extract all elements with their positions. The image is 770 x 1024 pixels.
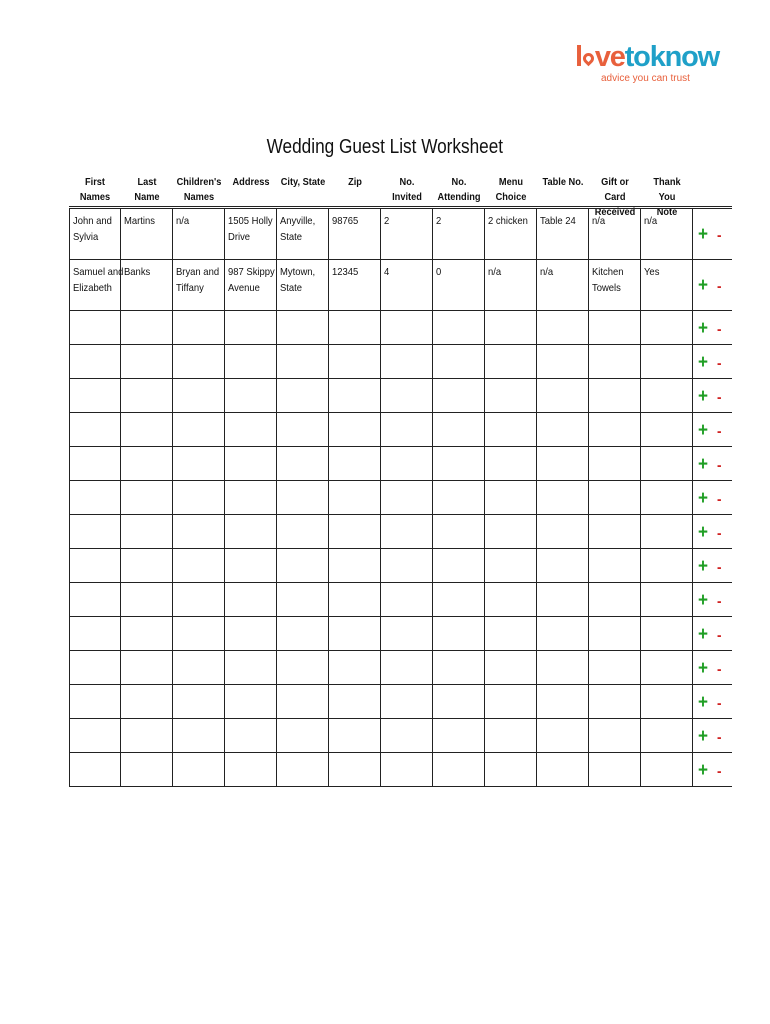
logo-tagline: advice you can trust bbox=[601, 73, 690, 84]
table-cell[interactable] bbox=[173, 549, 225, 582]
table-cell[interactable] bbox=[381, 583, 433, 616]
table-cell[interactable] bbox=[329, 413, 381, 446]
table-cell[interactable] bbox=[121, 719, 173, 752]
table-cell[interactable] bbox=[485, 311, 537, 344]
table-cell[interactable] bbox=[69, 311, 121, 344]
table-row bbox=[69, 617, 732, 651]
table-row bbox=[69, 515, 732, 549]
table-row bbox=[69, 260, 732, 311]
table-cell[interactable]: 0 bbox=[433, 260, 485, 310]
table-cell[interactable] bbox=[121, 413, 173, 446]
table-cell[interactable]: Yes bbox=[641, 260, 693, 310]
row-controls bbox=[693, 447, 732, 480]
table-cell[interactable] bbox=[69, 617, 121, 650]
table-cell[interactable] bbox=[589, 379, 641, 412]
table-cell[interactable] bbox=[121, 447, 173, 480]
table-cell[interactable]: n/a bbox=[173, 209, 225, 259]
table-cell[interactable] bbox=[381, 311, 433, 344]
table-cell[interactable] bbox=[329, 311, 381, 344]
logo-letter-l: l bbox=[575, 41, 582, 73]
table-cell[interactable] bbox=[225, 413, 277, 446]
guest-table bbox=[69, 206, 732, 787]
table-cell[interactable] bbox=[589, 345, 641, 378]
add-row-button[interactable]: + bbox=[698, 275, 708, 296]
table-cell[interactable] bbox=[589, 447, 641, 480]
row-controls bbox=[693, 481, 732, 514]
table-cell[interactable] bbox=[433, 549, 485, 582]
table-cell[interactable] bbox=[173, 447, 225, 480]
table-cell[interactable] bbox=[381, 413, 433, 446]
table-cell[interactable] bbox=[589, 651, 641, 684]
table-cell[interactable] bbox=[485, 651, 537, 684]
table-cell[interactable]: John and Sylvia bbox=[69, 209, 121, 259]
column-header: Last Name bbox=[134, 176, 160, 203]
table-cell[interactable] bbox=[173, 481, 225, 514]
table-cell[interactable] bbox=[173, 583, 225, 616]
table-cell[interactable] bbox=[537, 617, 589, 650]
add-row-button[interactable]: + bbox=[698, 419, 708, 441]
table-cell[interactable] bbox=[329, 549, 381, 582]
table-cell[interactable] bbox=[641, 685, 693, 718]
table-cell[interactable] bbox=[589, 753, 641, 786]
table-cell[interactable] bbox=[381, 481, 433, 514]
table-cell[interactable] bbox=[537, 447, 589, 480]
table-cell[interactable]: Anyville, State bbox=[277, 209, 329, 259]
table-cell[interactable] bbox=[641, 413, 693, 446]
table-cell[interactable]: 4 bbox=[381, 260, 433, 310]
table-cell[interactable]: 987 Skippy Avenue bbox=[225, 260, 277, 310]
table-cell[interactable]: n/a bbox=[537, 260, 589, 310]
table-row bbox=[69, 549, 732, 583]
remove-row-button[interactable]: - bbox=[717, 592, 722, 610]
table-cell[interactable] bbox=[173, 685, 225, 718]
table-cell[interactable] bbox=[277, 379, 329, 412]
table-row bbox=[69, 311, 732, 345]
column-header: No. Invited bbox=[392, 176, 422, 203]
table-cell[interactable] bbox=[173, 753, 225, 786]
table-cell[interactable] bbox=[485, 617, 537, 650]
table-cell[interactable] bbox=[641, 753, 693, 786]
table-cell[interactable]: Samuel and Elizabeth bbox=[69, 260, 121, 310]
add-row-button[interactable]: + bbox=[698, 317, 708, 339]
column-header: Table No. bbox=[542, 176, 584, 188]
table-cell[interactable] bbox=[485, 549, 537, 582]
table-cell[interactable] bbox=[485, 583, 537, 616]
table-cell[interactable] bbox=[173, 617, 225, 650]
table-cell[interactable] bbox=[433, 617, 485, 650]
logo-letters-know: know bbox=[649, 41, 720, 73]
row-controls bbox=[693, 379, 732, 412]
add-row-button[interactable]: + bbox=[698, 657, 708, 679]
table-cell[interactable] bbox=[277, 311, 329, 344]
add-row-button[interactable]: + bbox=[698, 351, 708, 373]
add-row-button[interactable]: + bbox=[698, 224, 708, 245]
table-cell[interactable] bbox=[225, 685, 277, 718]
table-cell[interactable] bbox=[537, 379, 589, 412]
table-cell[interactable] bbox=[537, 311, 589, 344]
remove-row-button[interactable]: - bbox=[717, 490, 722, 508]
table-cell[interactable] bbox=[277, 515, 329, 548]
table-cell[interactable] bbox=[329, 379, 381, 412]
table-cell[interactable] bbox=[329, 345, 381, 378]
table-cell[interactable] bbox=[485, 515, 537, 548]
table-cell[interactable] bbox=[329, 583, 381, 616]
remove-row-button[interactable]: - bbox=[717, 728, 722, 746]
table-cell[interactable] bbox=[173, 345, 225, 378]
table-row bbox=[69, 719, 732, 753]
table-cell[interactable] bbox=[641, 515, 693, 548]
table-cell[interactable] bbox=[121, 549, 173, 582]
table-cell[interactable] bbox=[537, 515, 589, 548]
column-header: Address bbox=[232, 176, 270, 188]
table-cell[interactable] bbox=[225, 447, 277, 480]
table-cell[interactable] bbox=[225, 719, 277, 752]
table-cell[interactable] bbox=[433, 685, 485, 718]
table-cell[interactable] bbox=[433, 447, 485, 480]
table-cell[interactable] bbox=[69, 481, 121, 514]
table-cell[interactable] bbox=[433, 379, 485, 412]
table-cell[interactable] bbox=[537, 719, 589, 752]
add-row-button[interactable]: + bbox=[698, 725, 708, 747]
table-cell[interactable] bbox=[277, 685, 329, 718]
table-cell[interactable] bbox=[121, 583, 173, 616]
table-cell[interactable]: 98765 bbox=[329, 209, 381, 259]
table-cell[interactable]: Table 24 bbox=[537, 209, 589, 259]
remove-row-button[interactable]: - bbox=[717, 422, 722, 440]
table-cell[interactable] bbox=[537, 685, 589, 718]
column-header: Thank You Note bbox=[653, 176, 681, 218]
table-row bbox=[69, 583, 732, 617]
table-cell[interactable] bbox=[277, 447, 329, 480]
table-cell[interactable] bbox=[485, 345, 537, 378]
row-controls bbox=[693, 583, 732, 616]
table-cell[interactable] bbox=[433, 311, 485, 344]
row-controls bbox=[693, 345, 732, 378]
remove-row-button[interactable]: - bbox=[717, 320, 722, 338]
table-cell[interactable] bbox=[121, 345, 173, 378]
table-cell[interactable] bbox=[69, 379, 121, 412]
table-cell[interactable] bbox=[69, 515, 121, 548]
table-cell[interactable] bbox=[329, 481, 381, 514]
table-cell[interactable] bbox=[277, 413, 329, 446]
table-cell[interactable] bbox=[537, 651, 589, 684]
table-cell[interactable] bbox=[641, 481, 693, 514]
table-cell[interactable] bbox=[433, 719, 485, 752]
table-row bbox=[69, 345, 732, 379]
table-cell[interactable] bbox=[121, 617, 173, 650]
table-cell[interactable] bbox=[381, 651, 433, 684]
table-cell[interactable] bbox=[121, 685, 173, 718]
table-cell[interactable] bbox=[329, 447, 381, 480]
table-cell[interactable] bbox=[537, 753, 589, 786]
table-cell[interactable] bbox=[485, 719, 537, 752]
table-cell[interactable] bbox=[277, 549, 329, 582]
table-cell[interactable] bbox=[225, 311, 277, 344]
column-header: First Names bbox=[79, 176, 111, 203]
remove-row-button[interactable]: - bbox=[717, 694, 722, 712]
table-row bbox=[69, 413, 732, 447]
table-cell[interactable] bbox=[225, 345, 277, 378]
table-cell[interactable] bbox=[173, 651, 225, 684]
table-cell[interactable] bbox=[433, 481, 485, 514]
table-cell[interactable] bbox=[173, 413, 225, 446]
table-cell[interactable] bbox=[485, 447, 537, 480]
add-row-button[interactable]: + bbox=[698, 487, 708, 509]
table-cell[interactable] bbox=[641, 447, 693, 480]
table-cell[interactable]: Kitchen Towels bbox=[589, 260, 641, 310]
table-cell[interactable] bbox=[277, 345, 329, 378]
remove-row-button[interactable]: - bbox=[717, 524, 722, 542]
add-row-button[interactable]: + bbox=[698, 759, 708, 781]
heart-pin-icon bbox=[581, 51, 597, 67]
table-cell[interactable] bbox=[485, 413, 537, 446]
table-cell[interactable] bbox=[433, 413, 485, 446]
remove-row-button[interactable]: - bbox=[717, 278, 722, 295]
page-title: Wedding Guest List Worksheet bbox=[266, 136, 504, 158]
table-cell[interactable] bbox=[589, 311, 641, 344]
table-cell[interactable] bbox=[433, 753, 485, 786]
column-header: Children's Names bbox=[176, 176, 222, 203]
table-cell[interactable]: 1505 Holly Drive bbox=[225, 209, 277, 259]
table-cell[interactable] bbox=[589, 413, 641, 446]
table-cell[interactable]: 2 bbox=[381, 209, 433, 259]
table-cell[interactable] bbox=[589, 719, 641, 752]
table-row bbox=[69, 379, 732, 413]
table-cell[interactable] bbox=[381, 549, 433, 582]
logo-letters-to: to bbox=[624, 41, 650, 73]
table-cell[interactable] bbox=[69, 345, 121, 378]
table-cell[interactable] bbox=[277, 753, 329, 786]
table-cell[interactable] bbox=[225, 617, 277, 650]
table-cell[interactable]: n/a bbox=[641, 209, 693, 259]
table-cell[interactable] bbox=[329, 617, 381, 650]
table-cell[interactable] bbox=[433, 515, 485, 548]
table-cell[interactable] bbox=[641, 549, 693, 582]
table-cell[interactable] bbox=[381, 719, 433, 752]
remove-row-button[interactable]: - bbox=[717, 456, 722, 474]
row-controls bbox=[693, 685, 732, 718]
add-row-button[interactable]: + bbox=[698, 623, 708, 645]
table-cell[interactable] bbox=[537, 481, 589, 514]
remove-row-button[interactable]: - bbox=[717, 388, 722, 406]
table-cell[interactable] bbox=[277, 583, 329, 616]
add-row-button[interactable]: + bbox=[698, 453, 708, 475]
table-cell[interactable] bbox=[641, 345, 693, 378]
add-row-button[interactable]: + bbox=[698, 555, 708, 577]
table-cell[interactable] bbox=[173, 515, 225, 548]
table-cell[interactable] bbox=[589, 583, 641, 616]
table-cell[interactable] bbox=[381, 345, 433, 378]
column-header: Gift or Card Received bbox=[594, 176, 636, 218]
table-cell[interactable] bbox=[589, 617, 641, 650]
add-row-button[interactable]: + bbox=[698, 521, 708, 543]
table-cell[interactable] bbox=[121, 379, 173, 412]
table-cell[interactable] bbox=[381, 617, 433, 650]
remove-row-button[interactable]: - bbox=[717, 558, 722, 576]
table-cell[interactable] bbox=[69, 583, 121, 616]
table-cell[interactable] bbox=[329, 719, 381, 752]
row-controls bbox=[693, 617, 732, 650]
table-cell[interactable] bbox=[381, 447, 433, 480]
row-controls bbox=[693, 549, 732, 582]
table-cell[interactable] bbox=[277, 481, 329, 514]
table-cell[interactable] bbox=[225, 481, 277, 514]
table-cell[interactable] bbox=[329, 685, 381, 718]
table-cell[interactable] bbox=[433, 651, 485, 684]
table-cell[interactable] bbox=[173, 379, 225, 412]
table-cell[interactable] bbox=[381, 753, 433, 786]
table-cell[interactable] bbox=[329, 515, 381, 548]
row-controls bbox=[693, 413, 732, 446]
table-cell[interactable]: n/a bbox=[589, 209, 641, 259]
table-cell[interactable] bbox=[173, 719, 225, 752]
table-cell[interactable] bbox=[69, 413, 121, 446]
table-cell[interactable] bbox=[121, 753, 173, 786]
table-cell[interactable] bbox=[69, 719, 121, 752]
table-cell[interactable] bbox=[433, 345, 485, 378]
remove-row-button[interactable]: - bbox=[717, 660, 722, 678]
table-cell[interactable] bbox=[225, 549, 277, 582]
row-controls bbox=[693, 311, 732, 344]
table-cell[interactable] bbox=[433, 583, 485, 616]
table-cell[interactable] bbox=[589, 549, 641, 582]
remove-row-button[interactable]: - bbox=[717, 626, 722, 644]
add-row-button[interactable]: + bbox=[698, 589, 708, 611]
table-cell[interactable] bbox=[277, 719, 329, 752]
table-cell[interactable] bbox=[69, 753, 121, 786]
add-row-button[interactable]: + bbox=[698, 385, 708, 407]
table-cell[interactable] bbox=[69, 685, 121, 718]
remove-row-button[interactable]: - bbox=[717, 354, 722, 372]
table-cell[interactable] bbox=[121, 311, 173, 344]
table-cell[interactable] bbox=[225, 515, 277, 548]
table-cell[interactable] bbox=[641, 719, 693, 752]
lovetoknow-logo bbox=[575, 41, 720, 92]
row-controls bbox=[693, 753, 732, 786]
row-controls bbox=[693, 515, 732, 548]
table-cell[interactable] bbox=[69, 447, 121, 480]
add-row-button[interactable]: + bbox=[698, 691, 708, 713]
table-cell[interactable] bbox=[225, 379, 277, 412]
table-cell[interactable] bbox=[121, 651, 173, 684]
table-cell[interactable] bbox=[589, 481, 641, 514]
column-header: No. Attending bbox=[437, 176, 481, 203]
table-cell[interactable] bbox=[485, 753, 537, 786]
table-cell[interactable] bbox=[641, 379, 693, 412]
table-row bbox=[69, 651, 732, 685]
table-cell[interactable] bbox=[225, 583, 277, 616]
table-cell[interactable] bbox=[69, 651, 121, 684]
column-header: Zip bbox=[348, 176, 362, 188]
table-cell[interactable]: n/a bbox=[485, 260, 537, 310]
table-cell[interactable] bbox=[485, 481, 537, 514]
logo-letters-ve: ve bbox=[594, 41, 625, 73]
table-cell[interactable] bbox=[121, 481, 173, 514]
table-cell[interactable] bbox=[485, 685, 537, 718]
table-cell[interactable] bbox=[121, 515, 173, 548]
table-cell[interactable] bbox=[277, 617, 329, 650]
table-cell[interactable]: Bryan and Tiffany bbox=[173, 260, 225, 310]
table-cell[interactable] bbox=[641, 583, 693, 616]
table-cell[interactable] bbox=[589, 515, 641, 548]
table-cell[interactable] bbox=[225, 651, 277, 684]
table-cell[interactable] bbox=[537, 345, 589, 378]
row-controls bbox=[693, 209, 732, 259]
table-cell[interactable] bbox=[641, 651, 693, 684]
table-cell[interactable]: 2 bbox=[433, 209, 485, 259]
table-row bbox=[69, 447, 732, 481]
column-header: Menu Choice bbox=[495, 176, 527, 203]
row-controls bbox=[693, 260, 732, 310]
table-cell[interactable] bbox=[641, 311, 693, 344]
table-row bbox=[69, 208, 732, 260]
table-cell[interactable] bbox=[381, 685, 433, 718]
table-row bbox=[69, 481, 732, 515]
table-cell[interactable] bbox=[485, 379, 537, 412]
table-cell[interactable]: 12345 bbox=[329, 260, 381, 310]
table-cell[interactable] bbox=[173, 311, 225, 344]
row-controls bbox=[693, 719, 732, 752]
column-header: City, State bbox=[280, 176, 326, 188]
table-cell[interactable]: Banks bbox=[121, 260, 173, 310]
table-cell[interactable] bbox=[537, 549, 589, 582]
row-controls bbox=[693, 651, 732, 684]
table-row bbox=[69, 685, 732, 719]
remove-row-button[interactable]: - bbox=[717, 227, 722, 244]
table-cell[interactable] bbox=[381, 379, 433, 412]
table-cell[interactable]: 2 chicken bbox=[485, 209, 537, 259]
table-cell[interactable] bbox=[537, 583, 589, 616]
table-cell[interactable] bbox=[277, 651, 329, 684]
table-cell[interactable] bbox=[329, 753, 381, 786]
table-cell[interactable] bbox=[589, 685, 641, 718]
table-cell[interactable] bbox=[329, 651, 381, 684]
table-cell[interactable] bbox=[641, 617, 693, 650]
table-cell[interactable]: Mytown, State bbox=[277, 260, 329, 310]
remove-row-button[interactable]: - bbox=[717, 762, 722, 780]
table-cell[interactable] bbox=[225, 753, 277, 786]
table-cell[interactable] bbox=[537, 413, 589, 446]
logo-wordmark bbox=[575, 41, 720, 73]
table-cell[interactable] bbox=[69, 549, 121, 582]
table-row bbox=[69, 753, 732, 787]
table-cell[interactable]: Martins bbox=[121, 209, 173, 259]
table-cell[interactable] bbox=[381, 515, 433, 548]
